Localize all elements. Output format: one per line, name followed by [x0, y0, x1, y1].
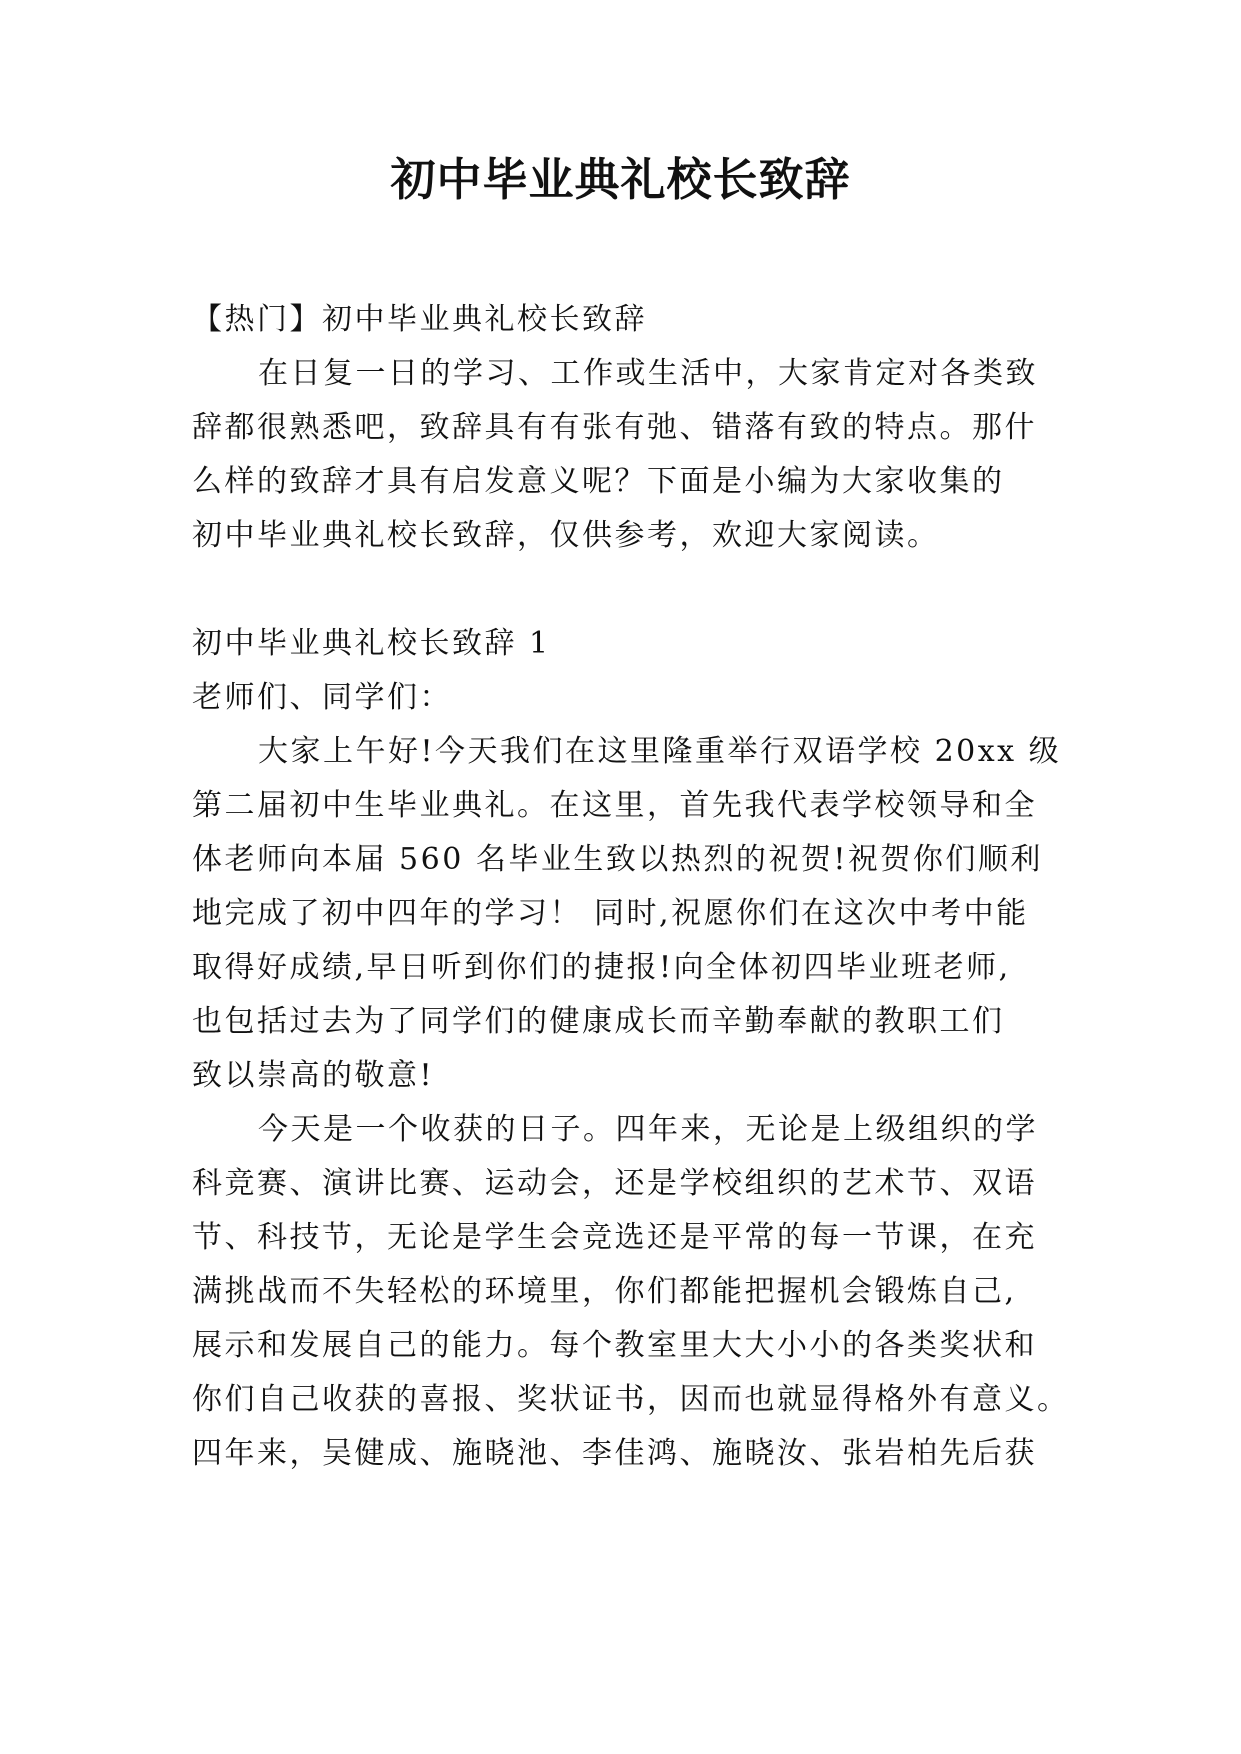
- text-line: 你们自己收获的喜报、奖状证书，因而也就显得格外有意义。: [192, 1382, 1070, 1417]
- text-line: 取得好成绩,早日听到你们的捷报!向全体初四毕业班老师,: [192, 950, 1011, 985]
- text-line: 初中毕业典礼校长致辞，仅供参考，欢迎大家阅读。: [192, 518, 940, 553]
- text-line: 今天是一个收获的日子。四年来，无论是上级组织的学: [258, 1112, 1038, 1147]
- text-line: 致以崇高的敬意!: [192, 1058, 435, 1093]
- text-line: 体老师向本届 560 名毕业生致以热烈的祝贺!祝贺你们顺利: [192, 842, 1043, 877]
- paragraph-gap: [192, 563, 1062, 617]
- text-line: 【热门】初中毕业典礼校长致辞: [192, 302, 647, 337]
- text-line: 展示和发展自己的能力。每个教室里大大小小的各类奖状和: [192, 1328, 1037, 1363]
- document-body: [192, 293, 1070, 1481]
- text-line: 地完成了初中四年的学习！ 同时,祝愿你们在这次中考中能: [192, 896, 1029, 931]
- text-line: 第二届初中生毕业典礼。在这里，首先我代表学校领导和全: [192, 788, 1037, 823]
- text-line: 满挑战而不失轻松的环境里，你们都能把握机会锻炼自己,: [192, 1274, 1017, 1309]
- text-line: 么样的致辞才具有启发意义呢？下面是小编为大家收集的: [192, 464, 1005, 499]
- text-line: 也包括过去为了同学们的健康成长而辛勤奉献的教职工们: [192, 1004, 1005, 1039]
- text-line: 初中毕业典礼校长致辞 1: [192, 626, 551, 661]
- text-line: 四年来，吴健成、施晓池、李佳鸿、施晓汝、张岩柏先后获: [192, 1436, 1037, 1471]
- text-line: 大家上午好!今天我们在这里隆重举行双语学校 20xx 级: [258, 734, 1062, 769]
- document-title: 初中毕业典礼校长致辞: [390, 153, 851, 206]
- text-line: 节、科技节，无论是学生会竞选还是平常的每一节课，在充: [192, 1220, 1037, 1255]
- text-line: 辞都很熟悉吧，致辞具有有张有弛、错落有致的特点。那什: [192, 410, 1037, 445]
- text-line: 科竞赛、演讲比赛、运动会，还是学校组织的艺术节、双语: [192, 1166, 1037, 1201]
- text-line: 老师们、同学们：: [192, 680, 452, 715]
- text-line: 在日复一日的学习、工作或生活中，大家肯定对各类致: [258, 356, 1038, 391]
